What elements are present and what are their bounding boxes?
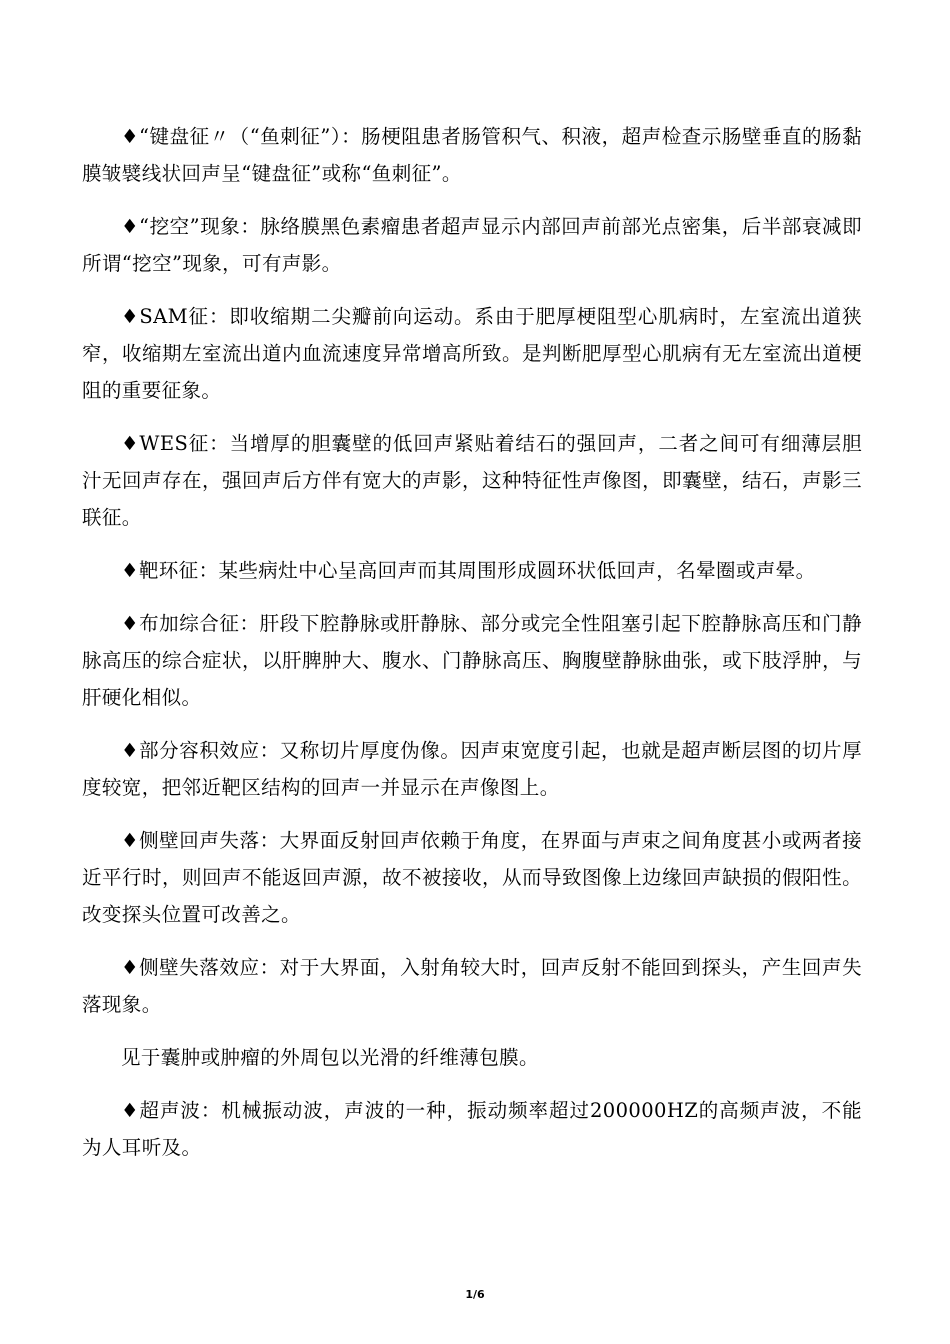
paragraph-lateral-wall-effect: ♦侧壁失落效应：对于大界面，入射角较大时，回声反射不能回到探头，产生回声失落现象。 (82, 956, 862, 1016)
paragraph-sam-sign: ♦SAM征：即收缩期二尖瓣前向运动。系由于肥厚梗阻型心肌病时，左室流出道狭窄，收缩期左室流出道内血流速度异常增高所致。是判断肥厚型心肌病有无左室流出道梗阻的重要征象。 (82, 305, 862, 402)
paragraph-budd-chiari: ♦布加综合征：肝段下腔静脉或肝静脉、部分或完全性阻塞引起下腔静脉高压和门静脉高压的综合症状，以肝脾肿大、腹水、门静脉高压、胸腹壁静脉曲张，或下肢浮肿，与肝硬化相似。 (82, 612, 862, 709)
page-number: 1/6 (465, 1288, 485, 1301)
paragraph-ultrasound: ♦超声波：机械振动波，声波的一种，振动频率超过200000HZ的高频声波，不能为人耳听及。 (82, 1099, 862, 1159)
document-body (82, 118, 862, 1182)
paragraph-partial-volume: ♦部分容积效应：又称切片厚度伪像。因声束宽度引起，也就是超声断层图的切片厚度较宽，把邻近靶区结构的回声一并显示在声像图上。 (82, 739, 862, 799)
paragraph-wes-sign: ♦WES征：当增厚的胆囊壁的低回声紧贴着结石的强回声，二者之间可有细薄层胆汁无回声存在，强回声后方伴有宽大的声影，这种特征性声像图，即囊壁，结石，声影三联征。 (82, 432, 862, 529)
paragraph-target-sign: ♦靶环征：某些病灶中心呈高回声而其周围形成圆环状低回声，名晕圈或声晕。 (121, 559, 816, 582)
paragraph-lateral-wall-dropout: ♦侧壁回声失落：大界面反射回声依赖于角度，在界面与声束之间角度甚小或两者接近平行时，则回声不能返回声源，故不被接收，从而导致图像上边缘回声缺损的假阳性。改变探头位置可改善之。 (82, 829, 862, 926)
paragraph-hollowing-phenomenon: ♦“挖空”现象：脉络膜黑色素瘤患者超声显示内部回声前部光点密集，后半部衰减即所谓“挖空”现象，可有声影。 (82, 215, 862, 275)
paragraph-keyboard-sign: ♦“键盘征〃（“鱼刺征”）：肠梗阻患者肠管积气、积液，超声检查示肠壁垂直的肠黏膜皱襞线状回声呈“键盘征”或称“鱼刺征”。 (82, 125, 862, 185)
paragraph-capsule-note: 见于囊肿或肿瘤的外周包以光滑的纤维薄包膜。 (121, 1046, 539, 1069)
